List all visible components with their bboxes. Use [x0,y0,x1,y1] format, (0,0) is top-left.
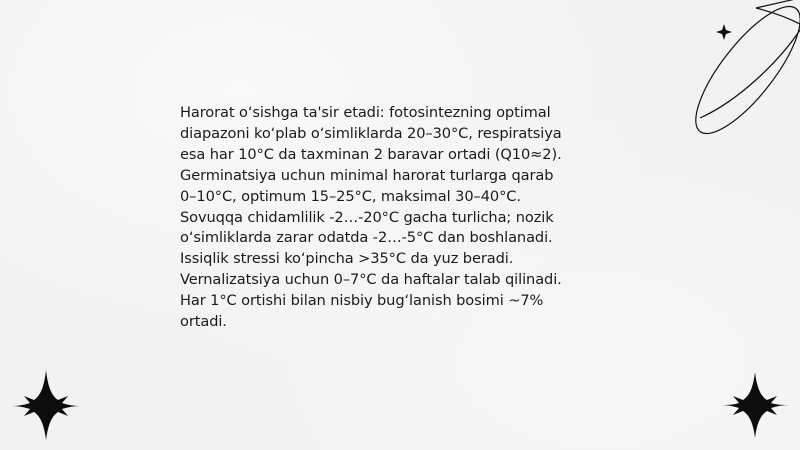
body-paragraph [180,103,620,333]
orbit-sparkle-icon [660,0,800,150]
text-line: Harorat o‘sishga ta'sir etadi: fotosintezning optimal [180,104,551,121]
four-point-star-icon [12,370,80,440]
text-line: 0–10°C, optimum 15–25°C, maksimal 30–40°C. [180,187,521,205]
text-line: esa har 10°C da taxminan 2 baravar ortadi (Q10≈2). [180,145,562,163]
text-line: diapazoni ko‘plab o‘simliklarda 20–30°C, respiratsiya [180,124,562,142]
text-line: Issiqlik stressi ko‘pincha >35°C da yuz beradi. [180,250,514,268]
text-line: Har 1°C ortishi bilan nisbiy bug‘lanish bosimi ~7% [180,292,544,310]
text-line: Vernalizatsiya uchun 0–7°C da haftalar talab qilinadi. [180,271,562,289]
text-line: Sovuqqa chidamlilik -2…-20°C gacha turlicha; nozik [180,208,554,226]
text-line: o‘simliklarda zarar odatda -2…-5°C dan boshlanadi. [180,229,553,247]
text-line: Germinatsiya uchun minimal harorat turlarga qarab [180,166,554,184]
four-point-star-icon [721,372,789,438]
text-line: ortadi. [180,313,227,331]
